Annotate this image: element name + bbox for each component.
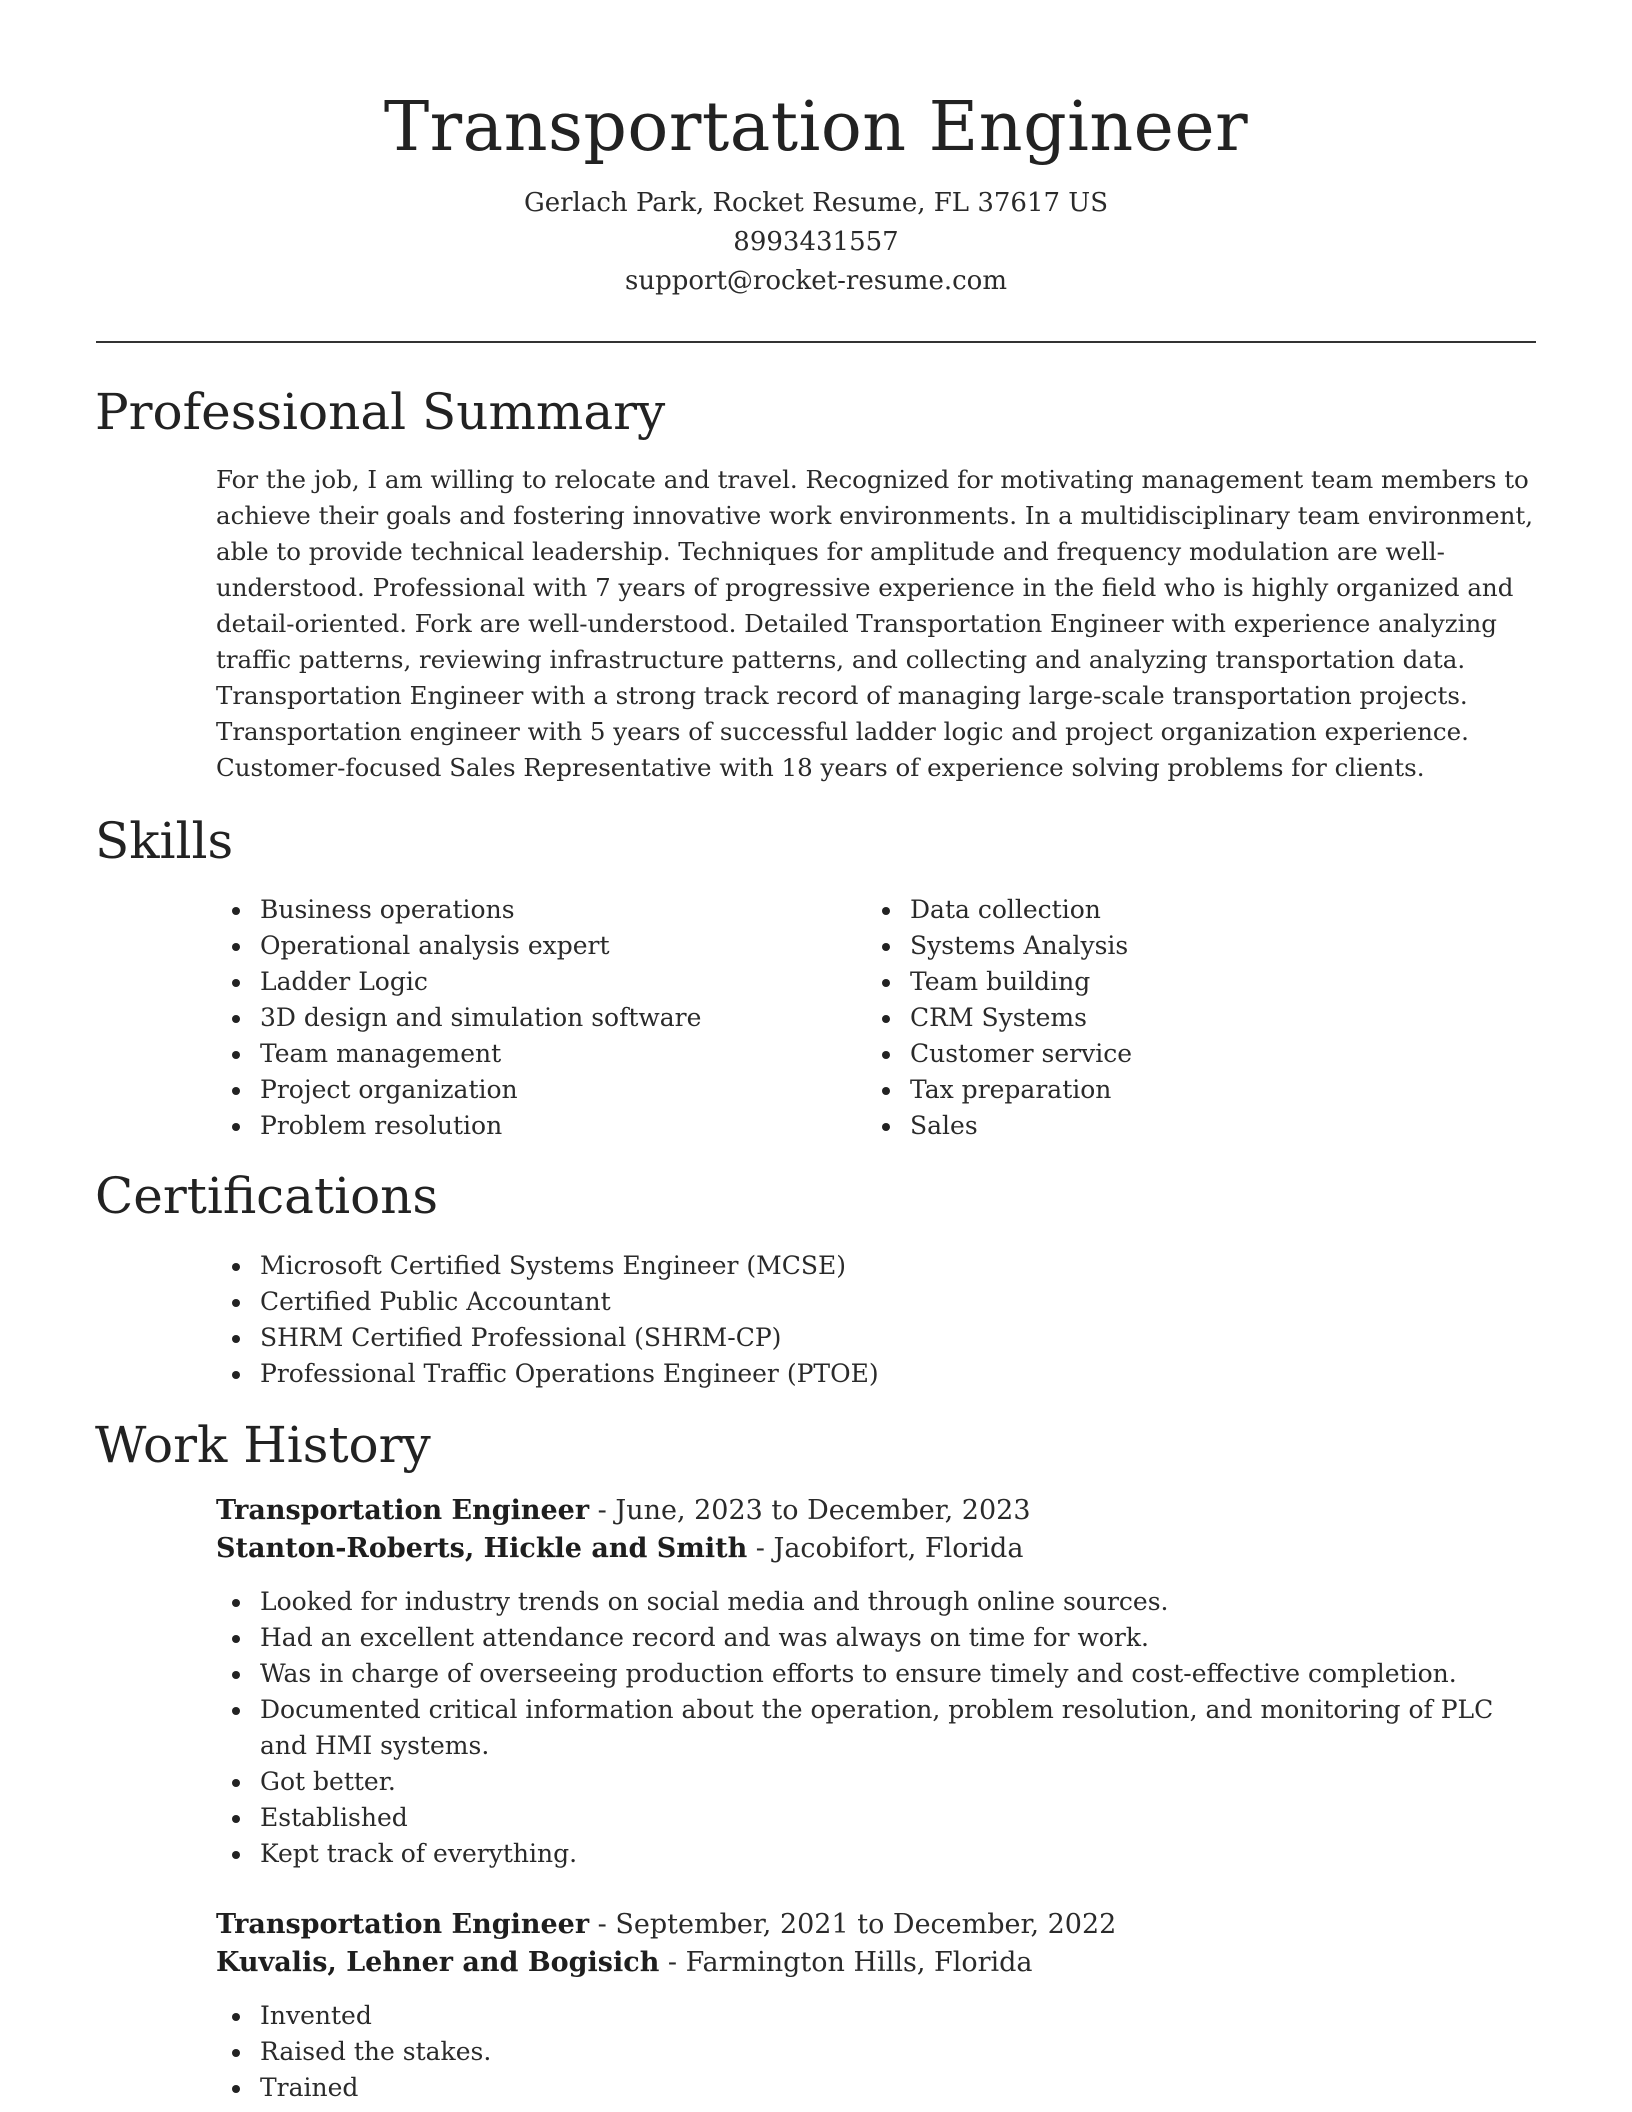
skill-item: Team management bbox=[216, 1036, 816, 1072]
skill-item: CRM Systems bbox=[866, 1000, 1466, 1036]
skill-item: Operational analysis expert bbox=[216, 928, 816, 964]
certification-item: SHRM Certified Professional (SHRM-CP) bbox=[216, 1320, 1516, 1356]
summary-text: For the job, I am willing to relocate and travel. Recognized for motivating management team members to achieve their goals and fostering innovative work environments. In a multidisciplinary team environment, able to provide technical leadership. Techniques for amplitude and frequency modulation are well-understood. Professional with 7 years of progressive experience in the field who is highly organized and detail-oriented. Fork are well-understood. Detailed Transportation Engineer with experience analyzing traffic patterns, reviewing infrastructure patterns, and collecting and analyzing transportation data. Transportation Engineer with a strong track record of managing large-scale transportation projects. Transportation engineer with 5 years of successful ladder logic and project organization experience. Customer-focused Sales Representative with 18 years of experience solving problems for clients. bbox=[216, 465, 1534, 782]
job-bullet: Was in charge of overseeing production efforts to ensure timely and cost-effective completion. bbox=[216, 1656, 1538, 1692]
skill-item: Tax preparation bbox=[866, 1072, 1466, 1108]
contact-address: Gerlach Park, Rocket Resume, FL 37617 US bbox=[523, 188, 1109, 218]
job-company-line bbox=[216, 1944, 1538, 1982]
certification-item: Certified Public Accountant bbox=[216, 1284, 1516, 1320]
certification-item: Microsoft Certified Systems Engineer (MCSE) bbox=[216, 1248, 1516, 1284]
contact-phone: 8993431557 bbox=[733, 227, 899, 257]
job-title: Transportation Engineer bbox=[216, 1909, 590, 1940]
job-bullet: Got better. bbox=[216, 1764, 1538, 1800]
skill-item: Project organization bbox=[216, 1072, 816, 1108]
work-history-heading: Work History bbox=[95, 1416, 431, 1474]
skills-heading: Skills bbox=[95, 812, 234, 870]
job-bullet: Established bbox=[216, 1800, 1538, 1836]
job-company: Kuvalis, Lehner and Bogisich bbox=[216, 1947, 660, 1978]
job-bullet: Invented bbox=[216, 1998, 1538, 2034]
job-bullet: Documented critical information about the operation, problem resolution, and monitoring of PLC and HMI systems. bbox=[216, 1692, 1538, 1764]
certifications-block bbox=[216, 1248, 1516, 1392]
candidate-name: Transportation Engineer bbox=[383, 88, 1249, 167]
contact-block bbox=[0, 184, 1632, 301]
job-title-line bbox=[216, 1906, 1538, 1944]
job-bullet: Looked for industry trends on social media and through online sources. bbox=[216, 1584, 1538, 1620]
skill-item: Systems Analysis bbox=[866, 928, 1466, 964]
job-company: Stanton-Roberts, Hickle and Smith bbox=[216, 1533, 748, 1564]
job-entry bbox=[216, 1492, 1538, 1872]
skill-item: 3D design and simulation software bbox=[216, 1000, 816, 1036]
certifications-heading: Certifications bbox=[95, 1167, 439, 1225]
job-bullet: Raised the stakes. bbox=[216, 2034, 1538, 2070]
skills-list-left bbox=[216, 892, 816, 1144]
skills-column-right bbox=[866, 892, 1466, 1144]
job-bullet: Had an excellent attendance record and was always on time for work. bbox=[216, 1620, 1538, 1656]
skill-item: Ladder Logic bbox=[216, 964, 816, 1000]
job-location: - Farmington Hills, Florida bbox=[659, 1947, 1033, 1978]
job-dates: - September, 2021 to December, 2022 bbox=[589, 1909, 1117, 1940]
certification-item: Professional Traffic Operations Engineer (PTOE) bbox=[216, 1356, 1516, 1392]
job-location: - Jacobifort, Florida bbox=[747, 1533, 1024, 1564]
skill-item: Team building bbox=[866, 964, 1466, 1000]
certifications-list bbox=[216, 1248, 1516, 1392]
job-bullet: Trained bbox=[216, 2070, 1538, 2106]
resume-header bbox=[0, 0, 1632, 301]
job-bullets bbox=[216, 1584, 1538, 1872]
skill-item: Data collection bbox=[866, 892, 1466, 928]
job-title-line bbox=[216, 1492, 1538, 1530]
header-divider bbox=[96, 341, 1536, 343]
skills-column-left bbox=[216, 892, 816, 1144]
skill-item: Problem resolution bbox=[216, 1108, 816, 1144]
job-bullets bbox=[216, 1998, 1538, 2106]
skill-item: Sales bbox=[866, 1108, 1466, 1144]
summary-heading: Professional Summary bbox=[95, 383, 666, 441]
job-company-line bbox=[216, 1530, 1538, 1568]
job-title: Transportation Engineer bbox=[216, 1495, 590, 1526]
job-bullet: Kept track of everything. bbox=[216, 1836, 1538, 1872]
skill-item: Business operations bbox=[216, 892, 816, 928]
skills-list-right bbox=[866, 892, 1466, 1144]
job-entry bbox=[216, 1906, 1538, 2106]
job-dates: - June, 2023 to December, 2023 bbox=[589, 1495, 1031, 1526]
skill-item: Customer service bbox=[866, 1036, 1466, 1072]
contact-email: support@rocket-resume.com bbox=[624, 266, 1007, 296]
